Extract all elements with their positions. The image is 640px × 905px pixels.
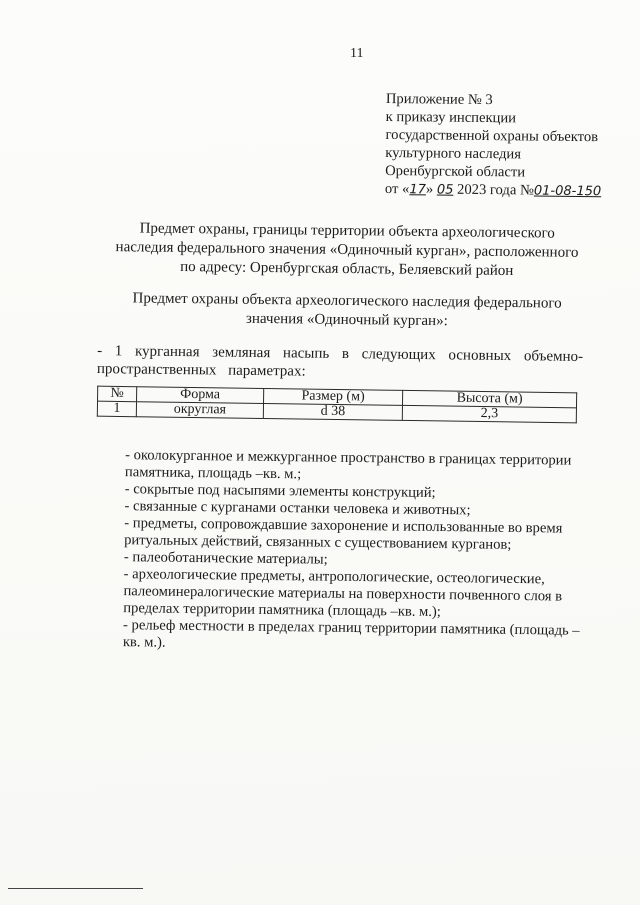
date-mid: »: [425, 181, 434, 198]
table-cell: 1: [97, 401, 136, 417]
parameters-paragraph: - 1 курганная земляная насыпь в следующих основных объемно-пространственных параметрах:: [96, 343, 584, 380]
list-item: - палеоботанические материалы;: [123, 549, 328, 568]
table-cell: 2,3: [402, 405, 576, 422]
list-item: - предметы, сопровождавшие захоронение и использованные во время ритуальных действий, связанных с существованием курганов;: [124, 515, 563, 553]
date-prefix: от «: [384, 180, 410, 198]
list-item: - рельеф местности в пределах границ территории памятника (площадь – кв. м.).: [122, 617, 580, 651]
table-header: №: [98, 386, 137, 402]
document-title: Предмет охраны, границы территории объекта археологического наследия федерального значения «Одиночный курган», расположенного по адресу: Оренбургская область, Беляевский район: [115, 220, 579, 280]
list-item: - археологические предметы, антропологические, остеологические, палеоминералогические материалы на поверхности почвенного слоя в пределах территории памятника (площадь –кв. м.);: [123, 566, 563, 621]
list-item: - связанные с курганами останки человека и животных;: [124, 498, 471, 519]
handwritten-month: 05: [436, 182, 454, 198]
table-header: Форма: [137, 387, 264, 404]
appendix-line: Приложение № 3: [385, 90, 493, 109]
footer-divider: [8, 888, 143, 889]
appendix-line: государственной охраны объектов: [385, 126, 599, 146]
page-number: 11: [350, 46, 364, 61]
appendix-line: Оренбургской области: [385, 162, 526, 181]
table-cell: округлая: [136, 402, 263, 419]
protection-items-list: [123, 447, 587, 657]
year-text: 2023 года №: [457, 181, 534, 199]
handwritten-order-number: 01-08-150: [533, 183, 602, 200]
parameters-table: [97, 386, 577, 424]
list-item: - околокурганное и межкурганное пространство в границах территории памятника, площадь –кв. м.;: [124, 447, 572, 483]
table-cell: d 38: [263, 403, 402, 420]
document-subtitle: Предмет охраны объекта археологического наследия федерального значения «Одиночный курган»:: [132, 290, 562, 330]
appendix-date-line: [385, 180, 601, 201]
table-header: Высота (м): [402, 390, 576, 407]
table-header: Размер (м): [264, 388, 403, 405]
appendix-header: [385, 90, 602, 201]
handwritten-day: 17: [409, 182, 427, 198]
list-item: - сокрытые под насыпями элементы конструкций;: [124, 481, 436, 501]
appendix-line: к приказу инспекции: [385, 108, 517, 127]
appendix-line: культурного наследия: [385, 144, 522, 163]
